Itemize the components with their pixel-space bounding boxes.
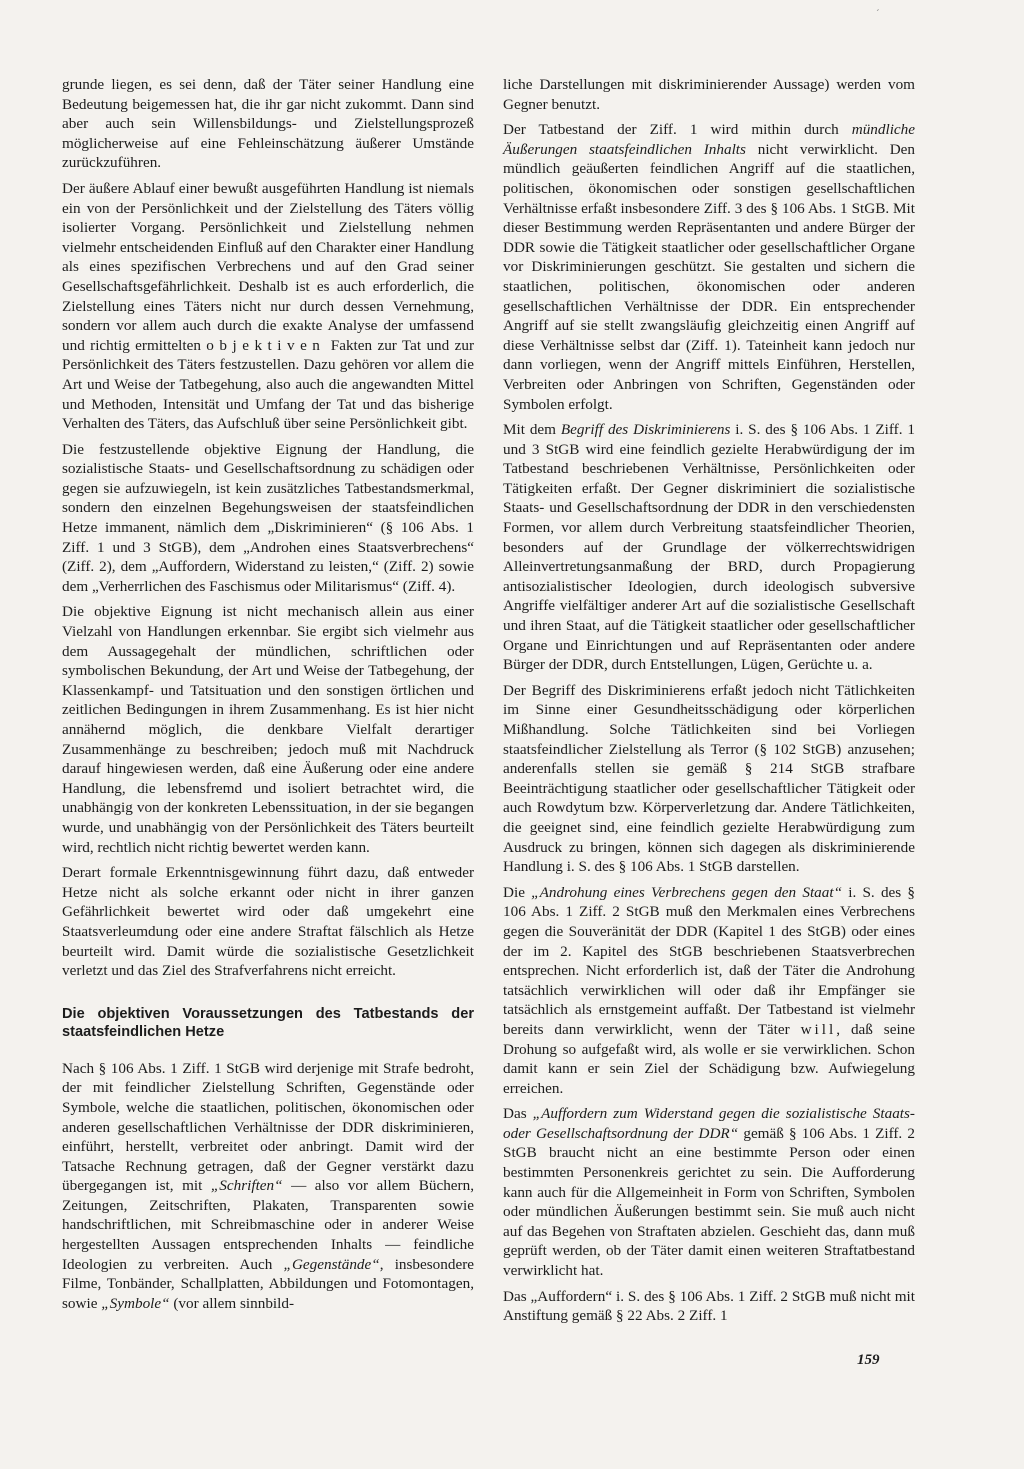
- paragraph: Nach § 106 Abs. 1 Ziff. 1 StGB wird derjenige mit Strafe bedroht, der mit feindlicher Zielstellung Schriften, Gegenstände oder Symbole, welche die staatlichen, politischen, ökonomischen oder anderen gesellschaftlichen Verhältnisse der DDR diskriminieren, einführt, herstellt, verbreitet oder anbringt. Damit wird der Tatsache Rechnung getragen, daß der Gegner verstärkt dazu übergegangen ist, mit „Schriften“ — also vor allem Büchern, Zeitungen, Zeitschriften, Plakaten, Transparenten sowie handschriftlichen, mit Schreibmaschine oder in anderer Weise hergestellten Aussagen entsprechenden Inhalts — feindliche Ideologien zu verbreiten. Auch „Gegenstände“, insbesondere Filme, Tonbänder, Schallplatten, Abbildungen und Fotomontagen, sowie „Symbole“ (vor allem sinnbild-: [62, 1059, 474, 1312]
- paragraph: Das „Auffordern“ i. S. des § 106 Abs. 1 Ziff. 2 StGB muß nicht mit Anstiftung gemäß § 22 Abs. 2 Ziff. 1: [503, 1287, 915, 1325]
- italic-term: „Androhung eines Verbrechens gegen den Staat“: [531, 883, 843, 901]
- paragraph: Derart formale Erkenntnisgewinnung führt dazu, daß entweder Hetze nicht als solche erkannt oder nicht in ihrer ganzen Gefährlichkeit bewertet wird oder daß umgekehrt eine Staatsverleumdung oder eine andere Straftat fälschlich als Hetze beurteilt wird. Damit würde die sozialistische Gesetzlichkeit verletzt und das Ziel des Strafverfahrens nicht erreicht.: [62, 864, 474, 980]
- spaced-emphasis: objektiven: [206, 336, 326, 354]
- paragraph: Die „Androhung eines Verbrechens gegen den Staat“ i. S. des § 106 Abs. 1 Ziff. 2 StGB muß den Merkmalen eines Verbrechens gegen die Souveränität der DDR (Kapitel 1 des StGB) oder eines der im 2. Kapitel des StGB beschriebenen Staatsverbrechen entsprechen. Nicht erforderlich ist, daß der Täter die Androhung tatsächlich verwirklichen will oder daß ihr Empfänger sie tatsächlich als ernstgemeint auffaßt. Der Tatbestand ist vielmehr bereits dann verwirklicht, wenn der Täter will, daß seine Drohung so aufgefaßt wird, als wolle er sie verwirklichen. Schon damit kann er sein Ziel der Schädigung bzw. Aufwiegelung erreichen.: [503, 883, 916, 1097]
- paragraph: Der Tatbestand der Ziff. 1 wird mithin durch mündliche Äußerungen staatsfeindlichen Inhalts nicht verwirklicht. Den mündlich geäußerten feindlichen Angriff auf die staatlichen, politischen, ökonomischen oder sonstigen gesellschaftlichen Verhältnisse erfaßt insbesondere Ziff. 3 des § 106 Abs. 1 StGB. Mit dieser Bestimmung werden Repräsentanten und andere Bürger der DDR sowie die Tätigkeit staatlicher oder gesellschaftlicher Organe vor Diskriminierungen geschützt. Sie gestalten und sichern die staatlichen, politischen, ökonomischen oder anderen gesellschaftlichen Verhältnisse der DDR. Ein entsprechender Angriff auf sie stellt zwangsläufig gleichzeitig einen Angriff auf diese Verhältnisse selbst dar (Ziff. 1). Tateinheit kann jedoch nur dann vorliegen, wenn der Angriff mittels Einführen, Herstellen, Verbreiten oder Anbringen von Schriften, Gegenständen oder Symbolen erfolgt.: [503, 121, 916, 413]
- italic-term: „Schriften“: [210, 1177, 283, 1195]
- spaced-emphasis: will: [800, 1020, 837, 1038]
- paragraph: Der äußere Ablauf einer bewußt ausgeführten Handlung ist niemals ein von der Persönlichkeit und der Zielstellung des Täters völlig isolierter Vorgang. Persönlichkeit und Zielstellung nehmen vielmehr entscheidenden Einfluß auf den Charakter einer Handlung als eines spezifischen Verbrechens und auf den Grad seiner Gesellschaftsgefährlichkeit. Deshalb ist es auch erforderlich, die Zielstellung eines Täters nicht nur durch dessen Vernehmung, sondern vor allem auch durch die exakte Analyse der umfassend und richtig ermittelten objektiven Fakten zur Tat und zur Persönlichkeit des Täters festzustellen. Dazu gehören vor allem die Art und Weise der Tatbegehung, also auch die angewandten Mittel und Methoden, Intensität und Umfang der Tat und das bisherige Verhalten des Täters, das Aufschluß über seine Persönlichkeit gibt.: [62, 179, 474, 433]
- paragraph: grunde liegen, es sei denn, daß der Täter seiner Handlung eine Bedeutung beigemessen hat, die ihr gar nicht zukommt. Dann sind aber auch sein Willensbildungs- und Zielstellungsprozeß möglicherweise auf eine Fehleinschätzung äußerer Umstände zurückzuführen.: [62, 76, 474, 172]
- paragraph: Mit dem Begriff des Diskriminierens i. S. des § 106 Abs. 1 Ziff. 1 und 3 StGB wird eine feindlich gezielte Herabwürdigung der im Tatbestand beschriebenen Verhältnisse, Persönlichkeiten oder Tätigkeiten erfaßt. Der Gegner diskriminiert die sozialistische Staats- und Gesellschaftsordnung der DDR in den verschiedensten Formen, vor allem durch Verbreitung staatsfeindlicher Theorien, besonders auf der Grundlage der völkerrechtswidrigen Alleinvertretungsanmaßung der BRD, durch Propagierung antisozialistischer Ideologien, durch ideologisch subversive Angriffe vielfältiger anderer Art auf die sozialistische Gesellschaft und ihren Staat, auf die Tätigkeit staatlicher oder gesellschaftlicher Organe und Einrichtungen und auf Repräsentanten oder andere Bürger der DDR, durch Entstellungen, Lügen, Gerüchte u. a.: [503, 421, 916, 674]
- paragraph: Der Begriff des Diskriminierens erfaßt jedoch nicht Tätlichkeiten im Sinne einer Gesundheitsschädigung oder körperlichen Mißhandlung. Solche Tätlichkeiten sind bei Vorliegen staatsfeindlicher Zielstellung als Terror (§ 102 StGB) anzusehen; anderenfalls stellen sie gemäß § 214 StGB strafbare Beeinträchtigung staatlicher oder gesellschaftlicher Tätigkeit oder auch Rowdytum bzw. Körperverletzung dar. Andere Tätlichkeiten, die geeignet sind, eine feindlich gezielte Herabwürdigung zum Ausdruck zu bringen, können sich dagegen als diskriminierende Handlung i. S. des § 106 Abs. 1 StGB darstellen.: [503, 681, 915, 876]
- italic-term: „Gegenstände“: [283, 1255, 380, 1273]
- left-column: [62, 75, 474, 1319]
- paragraph: Das „Auffordern zum Widerstand gegen die sozialistische Staats- oder Gesellschaftsordnung der DDR“ gemäß § 106 Abs. 1 Ziff. 2 StGB braucht nicht an eine bestimmte Person oder einen bestimmten Personenkreis gerichtet zu sein. Die Aufforderung kann auch für die Allgemeinheit in Form von Schriften, Symbolen oder mündlichen Äußerungen bestimmt sein. Sie muß auch nicht auf das Begehen von Straftaten abzielen. Geschieht das, dann muß geprüft werden, ob der Täter damit einen weiteren Straftatbestand verwirklicht hat.: [503, 1105, 915, 1280]
- page-number: 159: [857, 1352, 880, 1368]
- italic-term: „Symbole“: [101, 1294, 170, 1312]
- right-column: [503, 75, 915, 1332]
- italic-term: mündliche Äußerungen staatsfeindlichen Inhalts: [503, 121, 915, 158]
- section-heading: Die objektiven Voraussetzungen des Tatbestands der staatsfeindlichen Hetze: [62, 1005, 474, 1040]
- paragraph: liche Darstellungen mit diskriminierender Aussage) werden vom Gegner benutzt.: [503, 76, 915, 113]
- italic-term: „Auffordern zum Widerstand gegen die sozialistische Staats- oder Gesellschaftsordnung der DDR“: [503, 1105, 915, 1142]
- paragraph: Die festzustellende objektive Eignung der Handlung, die sozialistische Staats- und Gesellschaftsordnung zu schädigen oder gegen sie aufzuwiegeln, ist kein zusätzliches Tatbestandsmerkmal, sondern den einzelnen Begehungsweisen der staatsfeindlichen Hetze immanent, nämlich dem „Diskriminieren“ (§ 106 Abs. 1 Ziff. 1 und 3 StGB), dem „Androhen eines Staatsverbrechens“ (Ziff. 2), dem „Auffordern, Widerstand zu leisten,“ (Ziff. 2) sowie dem „Verherrlichen des Faschismus oder Militarismus“ (Ziff. 4).: [62, 440, 474, 595]
- paragraph: Die objektive Eignung ist nicht mechanisch allein aus einer Vielzahl von Handlungen erkennbar. Sie ergibt sich vielmehr aus dem Aussagegehalt der mündlichen, schriftlichen oder symbolischen Bekundung, der Art und Weise der Tatbegehung, der Klassenkampf- und Tatsituation und den sonstigen örtlichen und zeitlichen Bedingungen in ihrem Zusammenhang. Es ist hier nicht annähernd möglich, die denkbare Vielfalt derartiger Zusammenhänge zu beschreiben; jedoch muß mit Nachdruck darauf hingewiesen werden, daß eine Äußerung oder eine andere Handlung, die lebensfremd und isoliert betrachtet wird, die unabhängig von der konkreten Lebenssituation, in der sie begangen wurde, und unabhängig von der Persönlichkeit des Täters beurteilt wird, rechtlich nicht richtig bewertet werden kann.: [62, 603, 474, 856]
- italic-term: Begriff des Diskriminierens: [560, 421, 731, 439]
- print-mark: ´: [876, 8, 880, 20]
